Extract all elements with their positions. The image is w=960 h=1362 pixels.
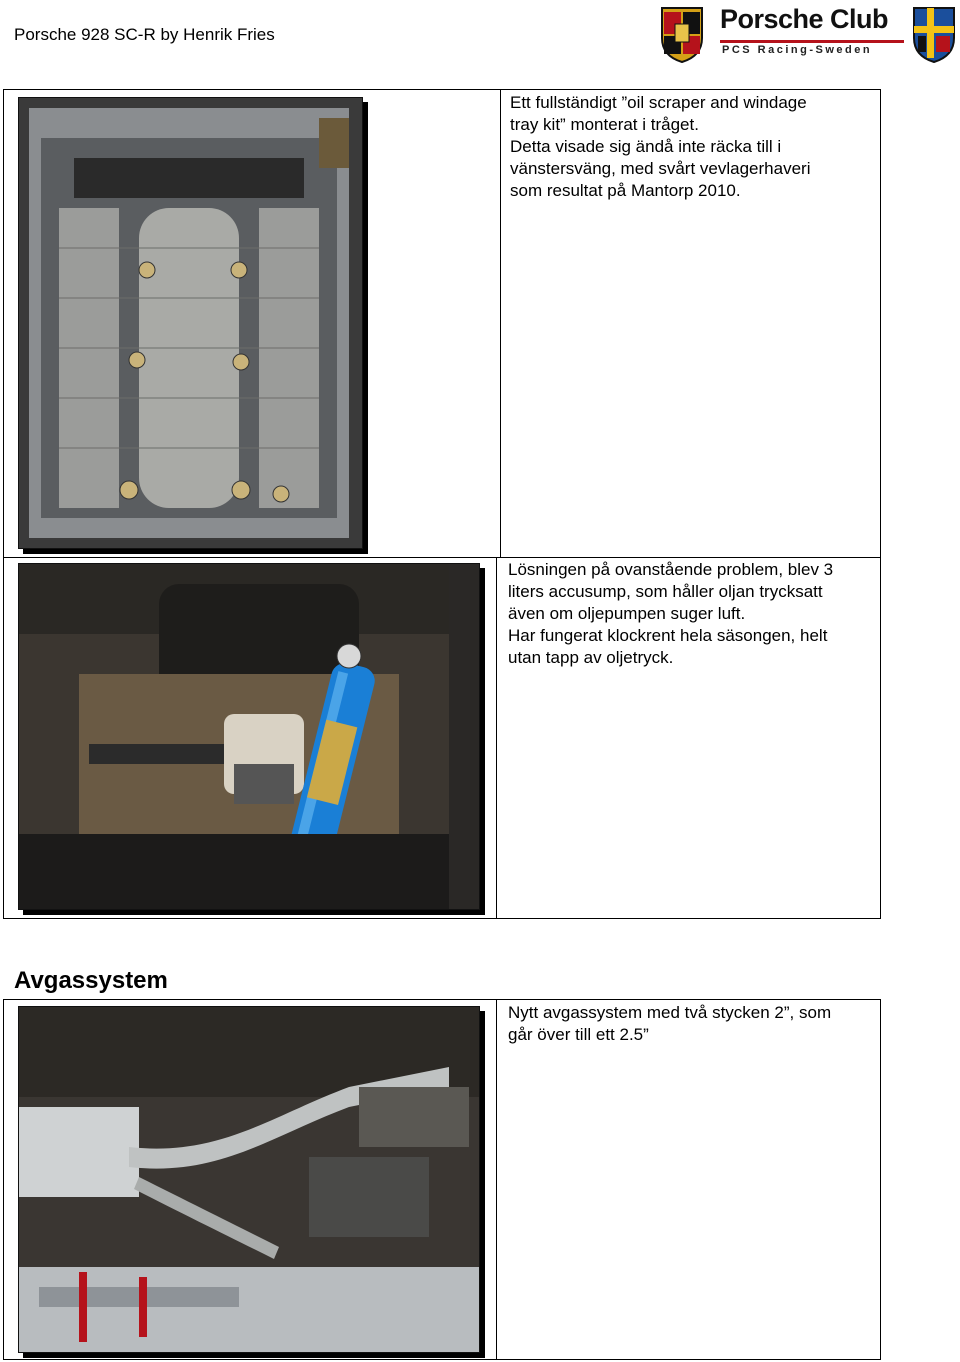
text-line: utan tapp av oljetryck. <box>508 648 674 667</box>
text-line: tray kit” monterat i tråget. <box>510 115 699 134</box>
text-line: Detta visade sig ändå inte räcka till i <box>510 137 782 156</box>
column-divider <box>500 90 501 557</box>
text-line: Lösningen på ovanstående problem, blev 3 <box>508 560 834 579</box>
column-divider <box>496 1000 497 1359</box>
row-2-text <box>508 559 878 669</box>
logo-name: Porsche Club <box>720 4 889 34</box>
sweden-crest-icon <box>910 4 958 64</box>
text-line: Ett fullständigt ”oil scraper and windage <box>510 93 807 112</box>
text-line: även om oljepumpen suger luft. <box>508 604 746 623</box>
column-divider <box>496 557 497 918</box>
accusump-engine-bay-photo <box>18 563 480 910</box>
text-line: Har fungerat klockrent hela säsongen, helt <box>508 626 828 645</box>
text-line: liters accusump, som håller oljan trycksatt <box>508 582 823 601</box>
porsche-club-logo <box>658 4 958 66</box>
logo-tagline: PCS Racing-Sweden <box>722 44 873 56</box>
logo-divider <box>720 40 904 43</box>
text-line: Nytt avgassystem med två stycken 2”, som <box>508 1003 832 1022</box>
porsche-crest-icon <box>658 4 706 64</box>
oil-pan-windage-tray-photo <box>18 97 363 549</box>
row-1-text <box>510 92 870 202</box>
text-line: går över till ett 2.5” <box>508 1025 649 1044</box>
section-heading: Avgassystem <box>14 967 168 994</box>
text-line: vänstersväng, med svårt vevlagerhaveri <box>510 159 811 178</box>
text-line: som resultat på Mantorp 2010. <box>510 181 741 200</box>
row-3-text <box>508 1002 878 1046</box>
document-title: Porsche 928 SC-R by Henrik Fries <box>14 25 275 44</box>
exhaust-system-underside-photo <box>18 1006 480 1353</box>
row-divider <box>4 557 880 558</box>
